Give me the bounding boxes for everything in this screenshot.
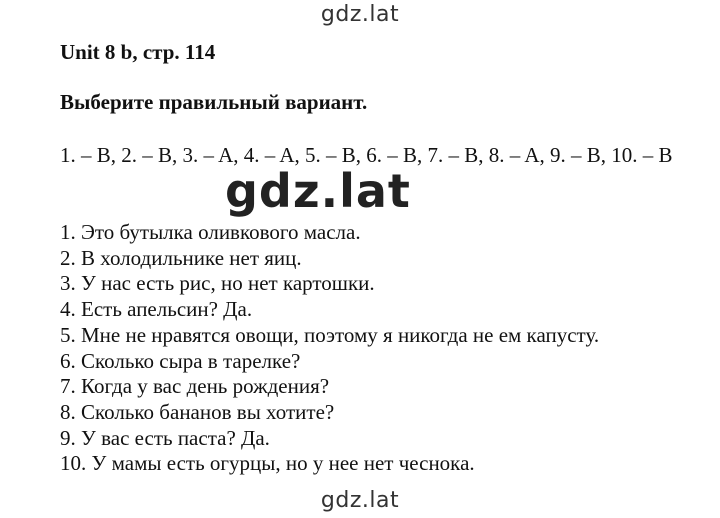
sentence-list (60, 220, 599, 477)
list-item: 7. Когда у вас день рождения? (60, 374, 330, 399)
watermark-center: gdz.lat (225, 164, 411, 218)
watermark-top: gdz.lat (320, 2, 400, 27)
list-item: 8. Сколько бананов вы хотите? (60, 399, 335, 424)
list-item: 4. Есть апельсин? Да. (60, 297, 253, 322)
page-title: Unit 8 b, стр. 114 (60, 40, 216, 64)
list-item: 3. У нас есть рис, но нет картошки. (60, 271, 375, 296)
list-item: 2. В холодильнике нет яиц. (60, 245, 302, 270)
watermark-bottom: gdz.lat (320, 488, 400, 513)
list-item: 9. У вас есть паста? Да. (60, 425, 270, 450)
list-item: 1. Это бутылка оливкового масла. (60, 220, 361, 244)
list-item: 5. Мне не нравятся овощи, поэтому я никогда не ем капусту. (60, 322, 600, 347)
list-item: 10. У мамы есть огурцы, но у нее нет чеснока. (60, 451, 475, 476)
exercise-instruction: Выберите правильный вариант. (60, 90, 368, 114)
list-item: 6. Сколько сыра в тарелке? (60, 348, 301, 373)
answer-key: 1. – B, 2. – B, 3. – A, 4. – A, 5. – B, 6. – B, 7. – B, 8. – A, 9. – B, 10. – B (60, 143, 673, 167)
